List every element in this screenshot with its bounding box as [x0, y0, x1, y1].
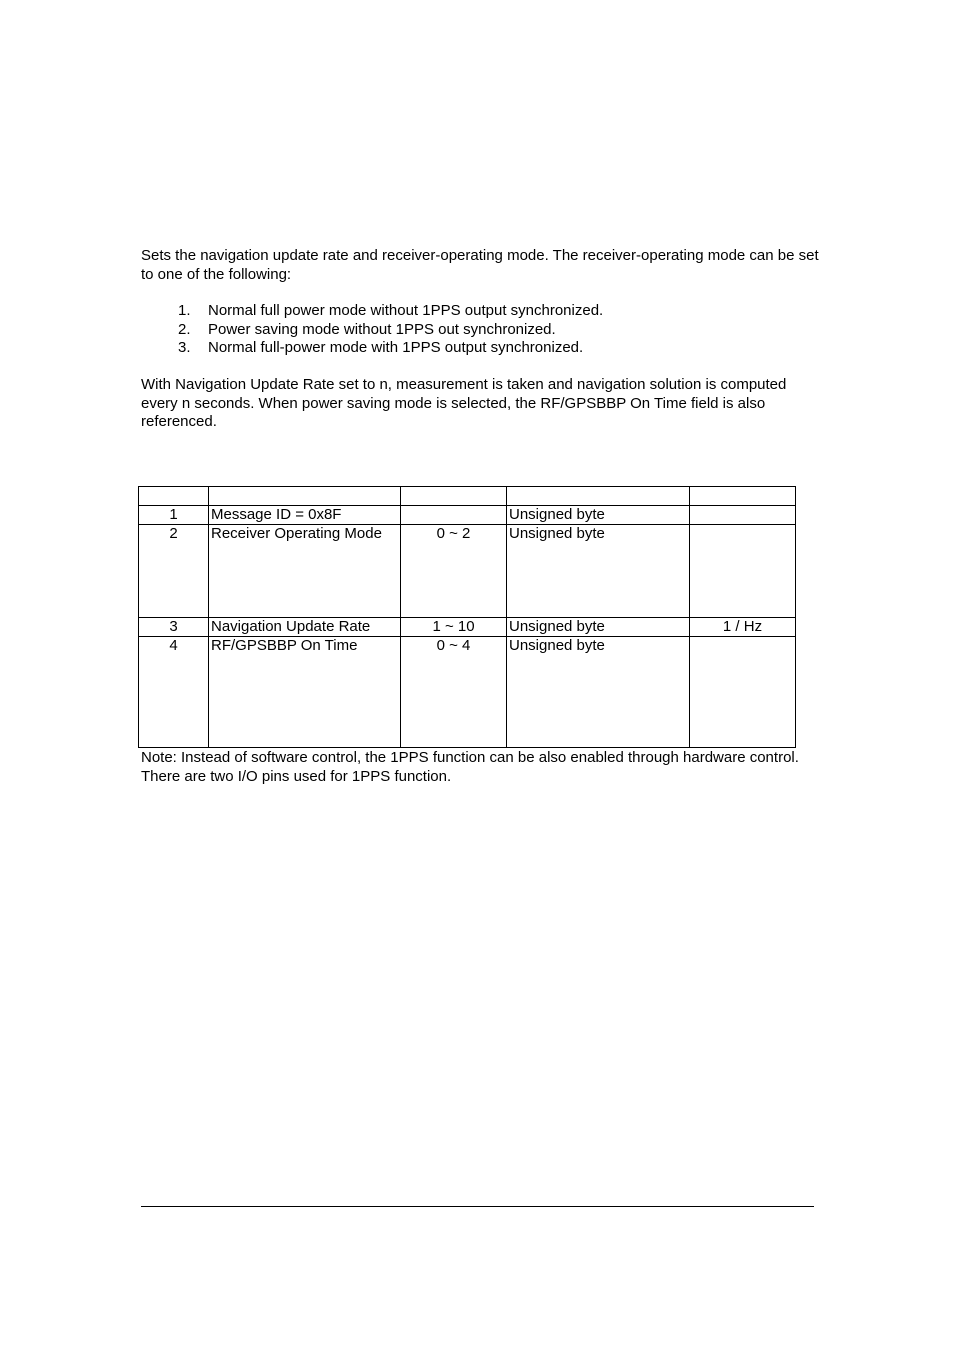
header-cell: [507, 487, 690, 506]
range-cell: 0 ~ 2: [401, 525, 507, 618]
message-field-table: [138, 486, 796, 748]
name-cell: Navigation Update Rate: [209, 618, 401, 637]
range-cell: 1 ~ 10: [401, 618, 507, 637]
unit-cell: [690, 637, 796, 748]
unit-cell: 1 / Hz: [690, 618, 796, 637]
table-row: [139, 525, 796, 618]
name-cell: RF/GPSBBP On Time: [209, 637, 401, 748]
header-cell: [209, 487, 401, 506]
type-cell: Unsigned byte: [507, 637, 690, 748]
list-item: [178, 321, 603, 340]
type-cell: Unsigned byte: [507, 618, 690, 637]
note-paragraph: Note: Instead of software control, the 1PPS function can be also enabled through hardware control. There are two I/O pins used for 1PPS function.: [141, 749, 799, 785]
name-cell: Receiver Operating Mode: [209, 525, 401, 618]
header-cell: [139, 487, 209, 506]
header-cell: [401, 487, 507, 506]
list-number: 1.: [178, 302, 191, 319]
description-paragraph: With Navigation Update Rate set to n, measurement is taken and navigation solution is computed every n seconds. When power saving mode is selected, the RF/GPSBBP On Time field is also referenced.: [141, 376, 787, 430]
table-row: [139, 618, 796, 637]
list-item: [178, 302, 603, 321]
list-number: 3.: [178, 339, 191, 356]
list-text: Power saving mode without 1PPS out synchronized.: [208, 320, 556, 338]
header-cell: [690, 487, 796, 506]
list-number: 2.: [178, 320, 191, 338]
type-cell: Unsigned byte: [507, 506, 690, 525]
range-cell: [401, 506, 507, 525]
byte-cell: 1: [139, 506, 209, 525]
table-row: [139, 506, 796, 525]
table-header-row: [139, 487, 796, 506]
type-cell: Unsigned byte: [507, 525, 690, 618]
footer-divider: [141, 1206, 814, 1207]
list-item: [178, 339, 603, 358]
unit-cell: [690, 525, 796, 618]
byte-cell: 2: [139, 525, 209, 618]
unit-cell: [690, 506, 796, 525]
intro-paragraph: Sets the navigation update rate and receiver-operating mode. The receiver-operating mode can be set to one of the following:: [141, 247, 819, 283]
byte-cell: 4: [139, 637, 209, 748]
table-row: [139, 637, 796, 748]
operating-mode-list: [178, 302, 603, 358]
range-cell: 0 ~ 4: [401, 637, 507, 748]
name-cell: Message ID = 0x8F: [209, 506, 401, 525]
list-text: Normal full power mode without 1PPS output synchronized.: [208, 302, 604, 319]
byte-cell: 3: [139, 618, 209, 637]
list-text: Normal full-power mode with 1PPS output synchronized.: [208, 339, 584, 356]
